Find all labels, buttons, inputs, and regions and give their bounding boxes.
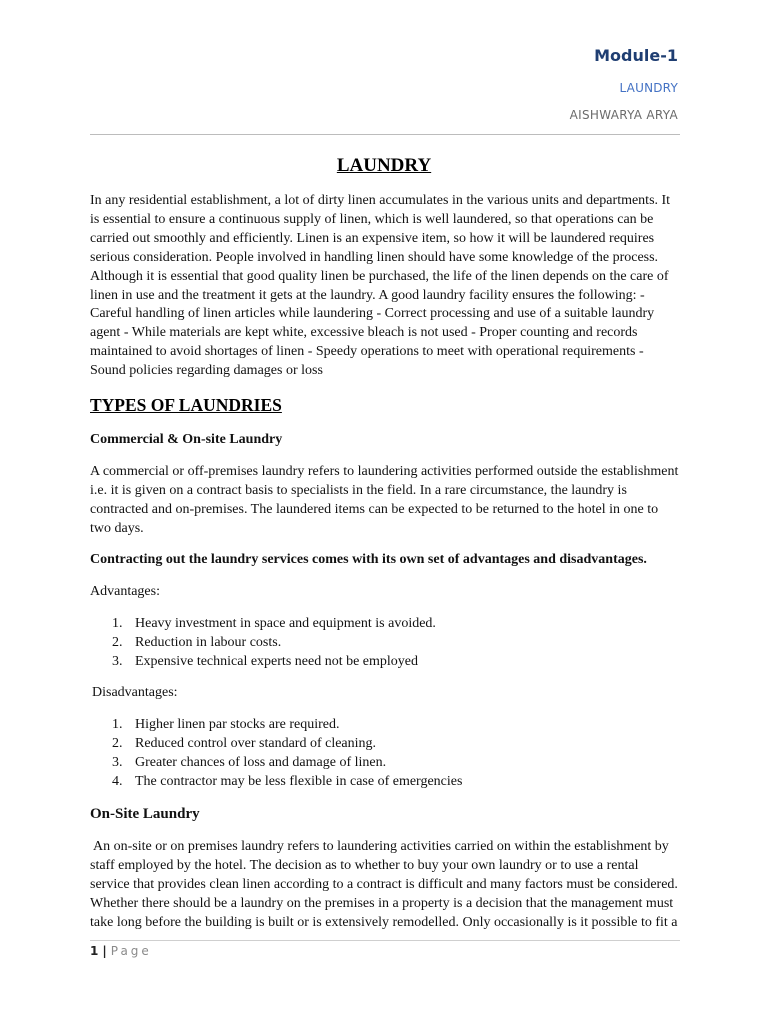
disadvantages-label: Disadvantages: bbox=[92, 685, 178, 700]
list-item: 2. Reduction in labour costs. bbox=[112, 635, 282, 650]
list-item: 3. Expensive technical experts need not be employed bbox=[112, 654, 419, 669]
list-item: 1. Heavy investment in space and equipment is avoided. bbox=[112, 616, 436, 631]
header-author: AISHWARYA ARYA bbox=[569, 108, 678, 122]
advantages-list bbox=[112, 614, 436, 671]
footer-divider bbox=[90, 940, 680, 941]
footer-separator: | bbox=[102, 944, 107, 958]
page-footer bbox=[90, 944, 152, 958]
page-title: LAUNDRY bbox=[336, 155, 432, 176]
onsite-heading: On-Site Laundry bbox=[90, 806, 200, 822]
header-module: Module-1 bbox=[594, 46, 678, 65]
advantages-label: Advantages: bbox=[90, 584, 160, 599]
list-item: 3. Greater chances of loss and damage of linen. bbox=[112, 755, 387, 770]
types-heading: TYPES OF LAUNDRIES bbox=[90, 395, 282, 415]
list-item: 4. The contractor may be less flexible in case of emergencies bbox=[112, 774, 463, 789]
disadvantages-list bbox=[112, 715, 462, 791]
contracting-heading: Contracting out the laundry services comes with its own set of advantages and disadvantages. bbox=[90, 552, 647, 567]
list-item: 1. Higher linen par stocks are required. bbox=[112, 717, 340, 732]
intro-paragraph: In any residential establishment, a lot of dirty linen accumulates in the various units and departments. It is essential to ensure a continuous supply of linen, which is well laundered, so that operations can be carried out smoothly and efficiently. Linen is an expensive item, so how it will be laundered requires serious consideration. People involved in handling linen should have some knowledge of the process. Although it is essential that good quality linen be purchased, the life of the linen depends on the care of linen in use and the treatment it gets at the laundry. A good laundry facility ensures the following: - Careful handling of linen articles while laundering - Correct processing and use of a suitable laundry agent - While materials are kept white, excessive bleach is not used - Proper counting and records maintained to avoid shortages of linen - Speedy operations to meet with operational requirements -Sound policies regarding damages or loss bbox=[90, 193, 671, 379]
header-divider bbox=[90, 134, 680, 135]
page-label: Page bbox=[110, 944, 152, 958]
header-subject: LAUNDRY bbox=[619, 81, 678, 95]
commercial-heading: Commercial & On-site Laundry bbox=[90, 432, 283, 447]
commercial-paragraph: A commercial or off-premises laundry refers to laundering activities performed outside the establishment i.e. it is given on a contract basis to specialists in the field. In a rare circumstance, the laundry is contracted and on-premises. The laundered items can be expected to be returned to the hotel in one to two days. bbox=[90, 464, 679, 536]
list-item: 2. Reduced control over standard of cleaning. bbox=[112, 736, 377, 751]
onsite-paragraph: An on-site or on premises laundry refers to laundering activities carried on within the establishment by staff employed by the hotel. The decision as to whether to buy your own laundry or to use a rental service that provides clean linen according to a contract is difficult and many factors must be considered. Whether there should be a laundry on the premises in a property is a decision that the management must take long before the building is built or is extensively remodelled. Only occasionally is it possible to fit a bbox=[90, 839, 678, 930]
page-number: 1 bbox=[90, 944, 99, 958]
